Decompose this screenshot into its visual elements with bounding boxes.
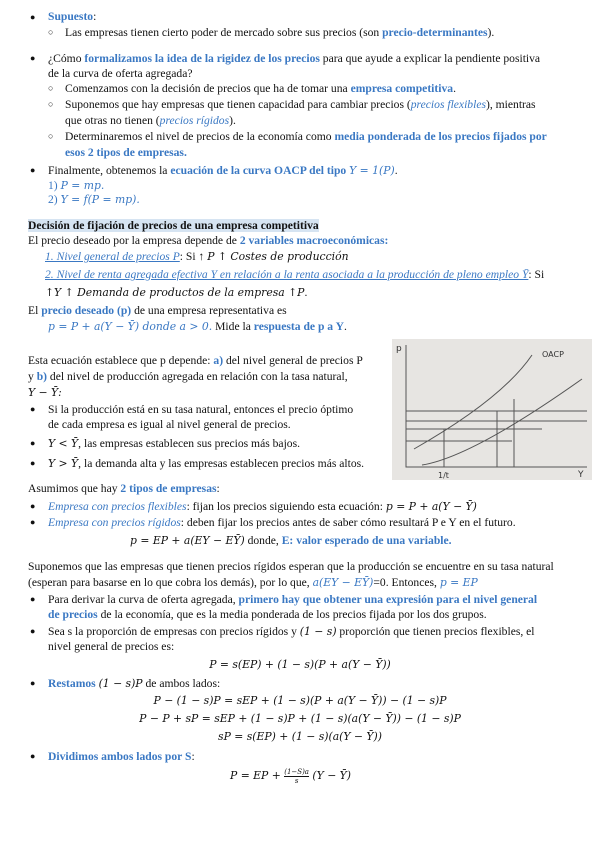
derive-line-cont: de precios de la economía, que es la media ponderada de los precios fijada por los dos grupos. xyxy=(48,608,487,621)
bullet-icon: ● xyxy=(30,458,36,468)
bullet-icon: ● xyxy=(30,12,36,22)
two-firm-types: Asumimos que hay 2 tipos de empresas: xyxy=(28,482,220,495)
variable-2-cont: ↑Y ↑ Demanda de productos de la empresa ↑P. xyxy=(45,286,308,299)
circle-bullet-icon: ○ xyxy=(48,83,54,93)
graph-x-label: Y xyxy=(578,470,584,480)
section-heading: Decisión de fijación de precios de una empresa competitiva xyxy=(28,219,319,232)
subtract-eq-2: P − P + sP = sEP + (1 − s)P + (1 − s)(a(Y − Ȳ)) − (1 − s)P xyxy=(139,712,461,725)
price-level-equation: P = s(EP) + (1 − s)(P + a(Y − Ȳ)) xyxy=(209,658,391,671)
variable-1: 1. Nivel general de precios P: Si ↑ P ↑ Costes de producción xyxy=(45,250,349,263)
bullet-icon: ● xyxy=(30,751,36,761)
equation-explain-3: Y − Ȳ: xyxy=(28,386,62,399)
case-natural: Si la producción está en su tasa natural, entonces el precio óptimo xyxy=(48,403,354,416)
circle-bullet-icon: ○ xyxy=(48,27,54,37)
proportion-line: Sea s la proporción de empresas con precios rígidos y (1 − s) proporción que tienen precios flexibles, el xyxy=(48,625,535,638)
oacp-graph-photo xyxy=(392,339,592,480)
question-line: ¿Cómo formalizamos la idea de la rigidez de los precios para que ayude a explicar la pendiente positiva xyxy=(48,52,541,65)
subtract-line: Restamos (1 − s)P de ambos lados: xyxy=(48,677,221,690)
desired-price-line: El precio deseado (p) de una empresa representativa es xyxy=(28,304,287,317)
supuesto-text: Las empresas tienen cierto poder de mercado sobre sus precios (son precio-determinantes). xyxy=(65,26,495,39)
circle-bullet-icon: ○ xyxy=(48,99,54,109)
bullet-icon: ● xyxy=(30,501,36,511)
sub-item-2: Suponemos que hay empresas que tienen capacidad para cambiar precios (precios flexibles), mientras xyxy=(65,98,536,111)
desired-price-equation: p = P + a(Y − Ȳ) donde a > 0. Mide la respuesta de p a Y. xyxy=(48,320,347,333)
bullet-icon: ● xyxy=(30,678,36,688)
flexible-firms: Empresa con precios flexibles: fijan los precios siguiendo esta ecuación: p = P + a(Y − Ȳ) xyxy=(48,500,477,513)
circle-bullet-icon: ○ xyxy=(48,131,54,141)
sub-item-1: Comenzamos con la decisión de precios que ha de tomar una empresa competitiva. xyxy=(65,82,456,95)
fraction-denominator: s xyxy=(294,777,299,785)
sub-item-2-cont: que otras no tienen (precios rígidos). xyxy=(65,114,236,127)
variable-2: 2. Nivel de renta agregada efectiva Y en relación a la renta asociada a la producción de pleno empleo Ȳ: Si xyxy=(45,268,545,281)
bullet-icon: ● xyxy=(30,165,36,175)
final-equation: P = EP + $\frac{(1-S)a}{s}$ (Y − Ȳ) xyxy=(230,768,352,785)
supuesto-line: Supuesto: xyxy=(48,10,97,23)
equation-1: 1) P = mp. xyxy=(48,179,105,192)
case-natural-cont: de cada empresa es igual al nivel general de precios. xyxy=(48,418,291,431)
finally-line: Finalmente, obtenemos la ecuación de la curva OACP del tipo Y = 1(P). xyxy=(48,164,398,177)
rigid-firms: Empresa con precios rígidos: deben fijar los precios antes de saber cómo resultará P e Y en el futuro. xyxy=(48,516,516,529)
bullet-icon: ● xyxy=(30,626,36,636)
bullet-icon: ● xyxy=(30,53,36,63)
bullet-icon: ● xyxy=(30,438,36,448)
sub-item-3: Determinaremos el nivel de precios de la economía como media ponderada de los precios fijados por xyxy=(65,130,547,143)
equation-explain-1: Esta ecuación establece que p depende: a) del nivel general de precios P xyxy=(28,354,363,367)
equation-explain-2: y b) del nivel de producción agregada en relación con la tasa natural, xyxy=(28,370,348,383)
subtract-eq-3: sP = s(EP) + (1 − s)(a(Y − Ȳ)) xyxy=(218,730,382,743)
equation-2: 2) Y = f(P = mp). xyxy=(48,193,140,206)
question-line-2: de la curva de oferta agregada? xyxy=(48,67,193,80)
desired-price-intro: El precio deseado por la empresa depende de 2 variables macroeconómicas: xyxy=(28,234,389,247)
proportion-line-cont: nivel general de precios es: xyxy=(48,640,175,653)
case-below: Y < Ȳ, las empresas establecen sus precios más bajos. xyxy=(48,437,300,450)
assumption-line-1: Suponemos que las empresas que tienen precios rígidos esperan que la producción se encuentre en su tasa natural xyxy=(28,560,554,573)
sub-item-3-cont: esos 2 tipos de empresas. xyxy=(65,146,187,159)
subtract-eq-1: P − (1 − s)P = sEP + (1 − s)(P + a(Y − Ȳ)) − (1 − s)P xyxy=(153,694,447,707)
fraction-numerator: (1−S)a xyxy=(284,768,309,776)
bullet-icon: ● xyxy=(30,404,36,414)
graph-p-label: p xyxy=(396,344,402,354)
graph-mark-label: 1/t xyxy=(438,471,449,480)
divide-line: Dividimos ambos lados por S: xyxy=(48,750,195,763)
graph-curve-label: OACP xyxy=(542,350,564,359)
case-above: Y > Ȳ, la demanda alta y las empresas establecen precios más altos. xyxy=(48,457,365,470)
rigid-equation: p = EP + a(EY − EȲ) donde, E: valor esperado de una variable. xyxy=(130,534,452,547)
derive-line: Para derivar la curva de oferta agregada, primero hay que obtener una expresión para el nivel general xyxy=(48,593,538,606)
bullet-icon: ● xyxy=(30,517,36,527)
assumption-line-2: (esperan para basarse en lo que cobra los demás), por lo que, a(EY − EȲ)=0. Entonces, p = EP xyxy=(28,576,478,589)
bullet-icon: ● xyxy=(30,594,36,604)
